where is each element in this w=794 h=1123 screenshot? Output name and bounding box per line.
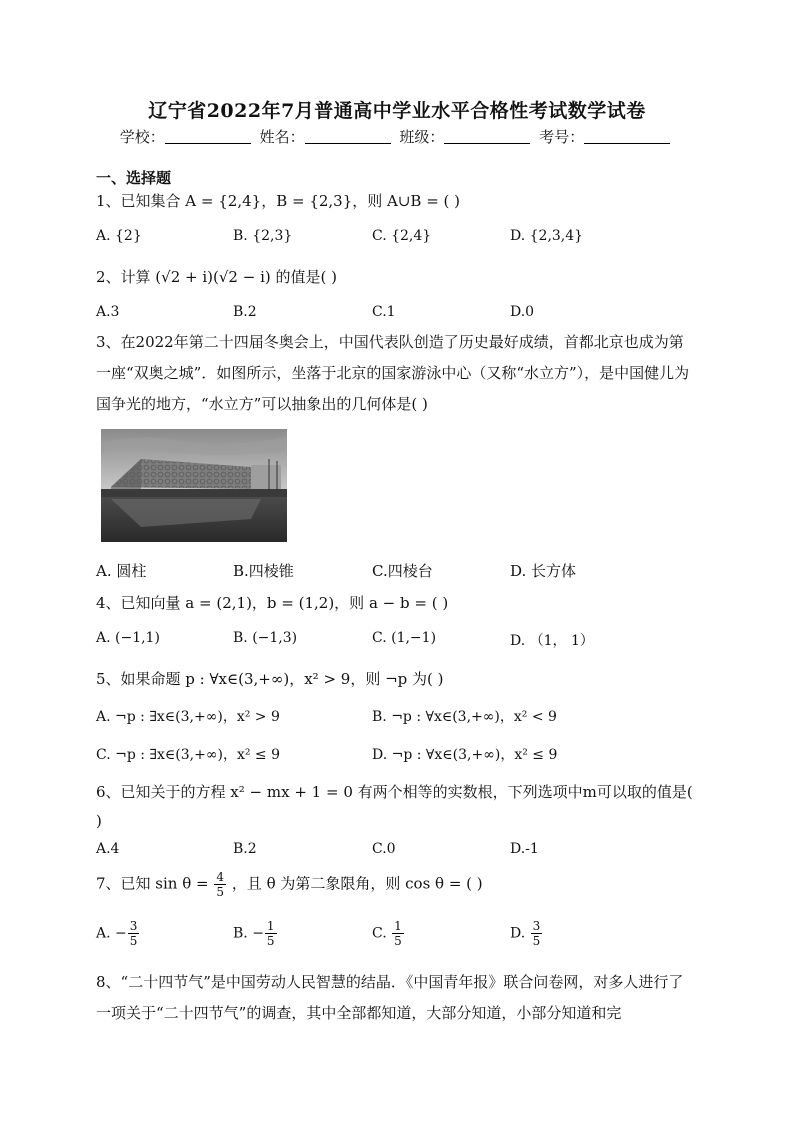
- q7-option-d-prefix: D.: [510, 925, 530, 942]
- q2-option-a: A.3: [96, 304, 120, 320]
- q5-option-d: D. ¬p : ∀x∈(3,+∞)，x² ≤ 9: [372, 747, 558, 763]
- question-8: 8、“二十四节气”是中国劳动人民智慧的结晶．《中国青年报》联合问卷网，对多人进行了一项关于“二十四节气”的调查，其中全部都知道，大部分知道，小部分知道和完: [96, 973, 684, 1022]
- q4-option-b: B. (−1,3): [233, 630, 298, 646]
- question-1: 1、已知集合 A = {2,4}，B = {2,3}，则 A∪B = ( ): [96, 192, 461, 210]
- q6-option-c: C.0: [372, 841, 396, 857]
- q7-option-d: [510, 919, 543, 948]
- class-blank[interactable]: [444, 129, 530, 144]
- class-label: 班级：: [399, 128, 445, 146]
- q7-option-c-num: 1: [394, 919, 402, 933]
- number-label: 考号：: [539, 128, 585, 146]
- student-info-line: [0, 126, 794, 147]
- section-heading: 一、选择题: [96, 169, 172, 187]
- q2-option-b: B.2: [233, 304, 257, 320]
- question-6-continued: ): [96, 812, 102, 830]
- q1-option-d: D. {2,3,4}: [510, 228, 584, 244]
- q6-option-a: A.4: [96, 841, 120, 857]
- q2-option-d: D.0: [510, 304, 535, 320]
- question-7: [96, 870, 483, 899]
- q1-option-a: A. {2}: [96, 228, 142, 244]
- q7-option-a: [96, 919, 140, 948]
- number-blank[interactable]: [584, 129, 670, 144]
- q5-option-a: A. ¬p : ∃x∈(3,+∞)，x² > 9: [96, 709, 280, 725]
- q7-option-b-fraction: [265, 919, 277, 948]
- q1-option-b: B. {2,3}: [233, 228, 293, 244]
- q7-option-d-fraction: [531, 919, 543, 948]
- q4-option-a: A. (−1,1): [96, 630, 160, 646]
- q7-text-a: 7、已知 sin θ =: [96, 874, 209, 893]
- q1-option-c: C. {2,4}: [372, 228, 432, 244]
- q7-text-b: ，且 θ 为第二象限角，则 cos θ = ( ): [231, 874, 483, 893]
- q7-option-b-den: 5: [266, 934, 275, 948]
- q7-option-d-num: 3: [532, 919, 541, 933]
- q7-option-a-fraction: [128, 919, 140, 948]
- q7-option-b-num: 1: [266, 919, 275, 933]
- q7-option-a-den: 5: [129, 934, 138, 948]
- water-cube-photo: [101, 429, 287, 542]
- q7-frac-den: 5: [216, 885, 225, 899]
- page-title: 辽宁省2022年7月普通高中学业水平合格性考试数学试卷: [148, 100, 646, 122]
- q7-option-d-den: 5: [532, 934, 541, 948]
- question-6: 6、已知关于的方程 x² − mx + 1 = 0 有两个相等的实数根，下列选项中m可以取的值是(: [96, 783, 693, 801]
- q7-option-c-fraction: [392, 919, 404, 948]
- water-cube-image: [101, 429, 287, 542]
- q4-option-d: D. （1， 1）: [510, 633, 594, 649]
- question-4: 4、已知向量 a = (2,1)，b = (1,2)，则 a − b = ( ): [96, 594, 449, 612]
- school-blank[interactable]: [165, 129, 251, 144]
- q7-option-c: [372, 919, 405, 948]
- q6-option-b: B.2: [233, 841, 257, 857]
- q7-option-c-den: 5: [394, 934, 402, 948]
- name-label: 姓名：: [259, 128, 305, 146]
- school-label: 学校：: [119, 128, 165, 146]
- q3-option-d: D. 长方体: [510, 562, 577, 580]
- q7-option-a-num: 3: [129, 919, 138, 933]
- q3-option-c: C.四棱台: [372, 562, 433, 580]
- q5-option-c: C. ¬p : ∃x∈(3,+∞)，x² ≤ 9: [96, 747, 280, 763]
- name-blank[interactable]: [305, 129, 391, 144]
- q2-option-c: C.1: [372, 304, 396, 320]
- q7-fraction: [214, 870, 226, 899]
- q7-option-c-prefix: C.: [372, 925, 392, 942]
- q6-option-d: D.-1: [510, 841, 539, 857]
- q3-option-b: B.四棱锥: [233, 562, 294, 580]
- q4-option-c: C. (1,−1): [372, 630, 437, 646]
- q3-option-a: A. 圆柱: [96, 562, 147, 580]
- question-5: 5、如果命题 p : ∀x∈(3,+∞)，x² > 9，则 ¬p 为( ): [96, 670, 444, 688]
- q7-option-b: [233, 919, 278, 948]
- question-3: 3、在2022年第二十四届冬奥会上，中国代表队创造了历史最好成绩，首都北京也成为第一座“双奥之城”．如图所示，坐落于北京的国家游泳中心（又称“水立方”），是中国健儿为国争光的地方，“水立方”可以抽象出的几何体是( ): [96, 333, 690, 413]
- q7-frac-num: 4: [216, 870, 225, 884]
- q7-option-b-prefix: B. −: [233, 925, 264, 942]
- q7-option-a-prefix: A. −: [96, 925, 127, 942]
- question-2: 2、计算 (√2 + i)(√2 − i) 的值是( ): [96, 268, 337, 286]
- q5-option-b: B. ¬p : ∀x∈(3,+∞)，x² < 9: [372, 709, 557, 725]
